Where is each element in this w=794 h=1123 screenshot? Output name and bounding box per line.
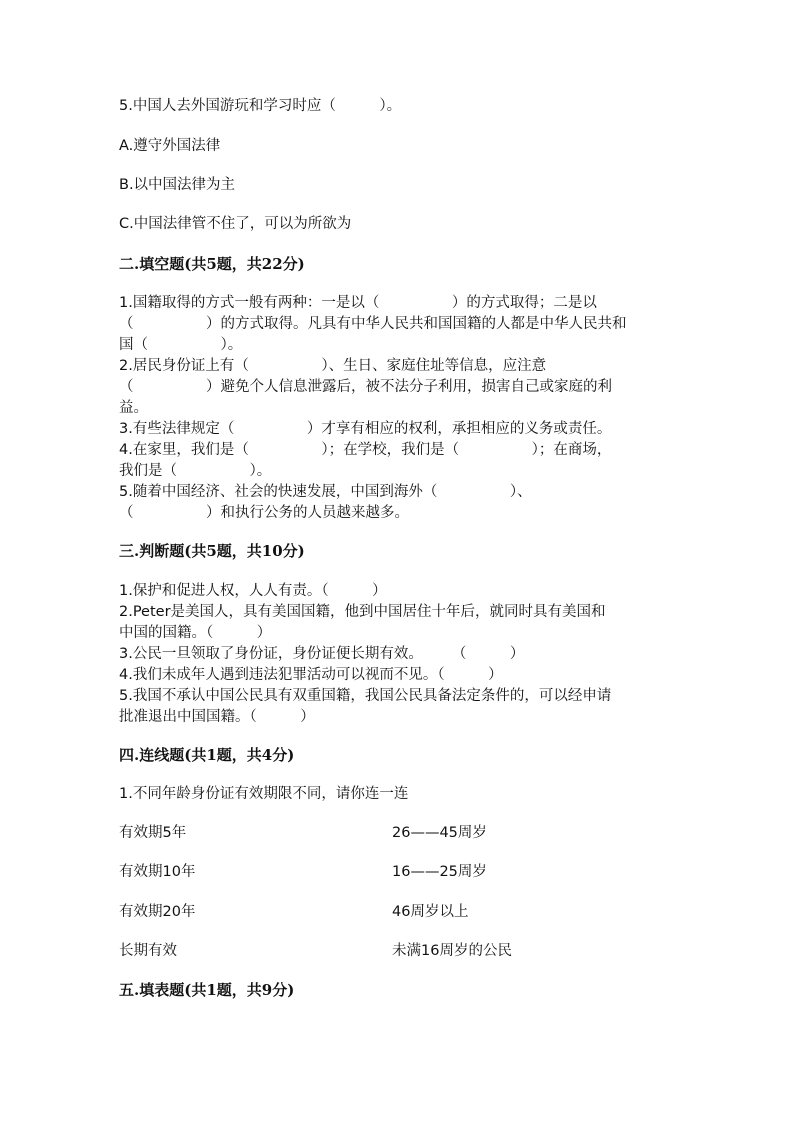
option-b: B.以中国法律为主 — [119, 177, 236, 193]
judge-line-1: 1.保护和促进人权，人人有责。（ ） — [119, 583, 387, 599]
section-heading-true-false: 三.判断题(共5题，共10分) — [119, 542, 305, 560]
fill-line-5: （ ）避免个人信息泄露后，被不法分子利用，损害自己或家庭的利 — [119, 379, 612, 395]
match-right-3: 46周岁以上 — [392, 904, 469, 920]
judge-line-4: 3.公民一旦领取了身份证，身份证便长期有效。 （ ） — [119, 646, 525, 662]
fill-line-10: 5.随着中国经济、社会的快速发展，中国到海外（ ）、 — [119, 484, 532, 500]
fill-line-1: 1.国籍取得的方式一般有两种：一是以（ ）的方式取得；二是以 — [119, 295, 597, 311]
section-heading-table-fill: 五.填表题(共1题，共9分) — [119, 981, 295, 999]
matching-question: 1.不同年龄身份证有效期限不同，请你连一连 — [119, 786, 409, 802]
question-5-stem: 5.中国人去外国游玩和学习时应（ ）。 — [119, 98, 402, 114]
match-left-3: 有效期20年 — [119, 904, 196, 920]
section-heading-matching: 四.连线题(共1题，共4分) — [119, 746, 295, 764]
judge-line-6: 5.我国不承认中国公民具有双重国籍，我国公民具备法定条件的，可以经申请 — [119, 688, 612, 704]
match-right-2: 16——25周岁 — [392, 864, 487, 880]
fill-line-6: 益。 — [119, 400, 148, 416]
fill-line-8: 4.在家里，我们是（ ）；在学校，我们是（ ）；在商场， — [119, 442, 612, 458]
match-left-1: 有效期5年 — [119, 825, 187, 841]
fill-line-11: （ ）和执行公务的人员越来越多。 — [119, 505, 409, 521]
match-left-2: 有效期10年 — [119, 864, 196, 880]
fill-line-2: （ ）的方式取得。凡具有中华人民共和国国籍的人都是中华人民共和 — [119, 316, 627, 332]
judge-line-2: 2.Peter是美国人，具有美国国籍，他到中国居住十年后，就同时具有美国和 — [119, 604, 606, 620]
fill-line-7: 3.有些法律规定（ ）才享有相应的权利，承担相应的义务或责任。 — [119, 421, 612, 437]
fill-line-4: 2.居民身份证上有（ ）、生日、家庭住址等信息，应注意 — [119, 358, 547, 374]
match-right-4: 未满16周岁的公民 — [392, 943, 512, 959]
fill-line-3: 国（ ）。 — [119, 337, 243, 353]
match-left-4: 长期有效 — [119, 943, 177, 959]
option-c: C.中国法律管不住了，可以为所欲为 — [119, 216, 352, 232]
match-right-1: 26——45周岁 — [392, 825, 487, 841]
section-heading-fill-in: 二.填空题(共5题，共22分) — [119, 255, 305, 273]
fill-line-9: 我们是（ ）。 — [119, 463, 272, 479]
judge-line-3: 中国的国籍。（ ） — [119, 625, 272, 641]
option-a: A.遵守外国法律 — [119, 138, 221, 154]
judge-line-5: 4.我们未成年人遇到违法犯罪活动可以视而不见。（ ） — [119, 667, 503, 683]
judge-line-7: 批准退出中国国籍。（ ） — [119, 709, 315, 725]
